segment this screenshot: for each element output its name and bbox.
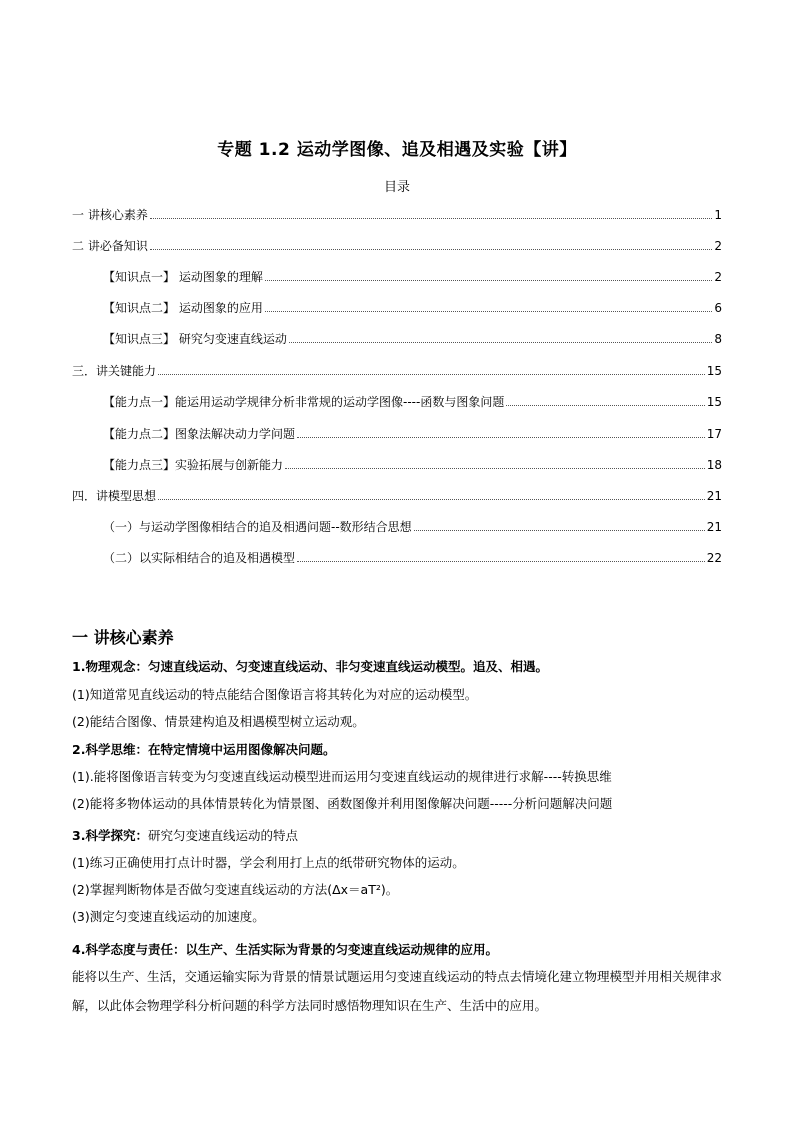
toc-leader [289, 342, 713, 343]
toc-entry[interactable] [72, 237, 722, 255]
section-title: 一 讲核心素养 [72, 628, 174, 647]
paragraph-line: (3)测定匀变速直线运动的加速度。 [72, 909, 265, 924]
toc-entry[interactable] [103, 268, 722, 286]
toc-entry-label: 【知识点三】 研究匀变速直线运动 [103, 332, 287, 346]
paragraph-line: (2)能将多物体运动的具体情景转化为情景图、函数图像并利用图像解决问题-----分析问题解决问题 [72, 796, 613, 811]
toc-leader [297, 437, 705, 438]
paragraph-heading-text: 4.科学态度与责任：以生产、生活实际为背景的匀变速直线运动规律的应用。 [72, 942, 498, 957]
toc-leader [297, 561, 705, 562]
toc-entry-page: 15 [706, 364, 722, 378]
toc-entry-page: 1 [714, 208, 722, 222]
paragraph-line: (1)知道常见直线运动的特点能结合图像语言将其转化为对应的运动模型。 [72, 687, 478, 702]
paragraph-line: (2)能结合图像、情景建构追及相遇模型树立运动观。 [72, 714, 365, 729]
toc-entry-page: 21 [706, 489, 722, 503]
paragraph-line: (1).能将图像语言转变为匀变速直线运动模型进而运用匀变速直线运动的规律进行求解----转换思维 [72, 769, 612, 784]
toc-entry[interactable] [72, 206, 722, 224]
toc-entry-label: （一）与运动学图像相结合的追及相遇问题--数形结合思想 [103, 520, 412, 534]
toc-entry[interactable] [103, 549, 722, 567]
toc-leader [506, 405, 704, 406]
toc-leader [150, 249, 713, 250]
toc-leader [265, 311, 713, 312]
paragraph-heading-rest: 研究匀变速直线运动的特点 [147, 828, 298, 843]
toc-entry[interactable] [103, 299, 722, 317]
toc-entry-label: 三．讲关键能力 [72, 364, 157, 378]
paragraph-heading [72, 657, 726, 675]
toc-entry[interactable] [103, 330, 722, 348]
toc-entry-page: 18 [706, 458, 722, 472]
toc-entry-label: 【能力点一】能运用运动学规律分析非常规的运动学图像----函数与图象问题 [103, 395, 505, 409]
toc-leader [414, 530, 705, 531]
toc-entry-page: 2 [714, 239, 722, 253]
toc-leader [150, 218, 713, 219]
toc-entry-page: 17 [706, 427, 722, 441]
paragraph-heading [72, 740, 726, 758]
toc-entry-page: 6 [714, 301, 722, 315]
paragraph-heading [72, 826, 726, 844]
toc-entry-label: 四．讲模型思想 [72, 489, 157, 503]
paragraph-heading [72, 940, 726, 958]
toc-entry-label: 二 讲必备知识 [72, 239, 148, 253]
toc-entry-page: 2 [714, 270, 722, 284]
paragraph-heading-text: 2.科学思维：在特定情境中运用图像解决问题。 [72, 742, 336, 757]
toc-entry[interactable] [103, 518, 722, 536]
paragraph-heading-text: 1.物理观念：匀速直线运动、匀变速直线运动、非匀变速直线运动模型。追及、相遇。 [72, 659, 548, 674]
toc-entry-label: 【知识点一】 运动图象的理解 [103, 270, 263, 284]
toc-entry-page: 15 [706, 395, 722, 409]
paragraph-heading-bold: 3.科学探究： [72, 828, 148, 843]
paragraph-line: (2)掌握判断物体是否做匀变速直线运动的方法(Δx＝aT²)。 [72, 882, 399, 897]
toc-entry-page: 21 [706, 520, 722, 534]
toc-entry[interactable] [72, 362, 722, 380]
toc-leader [158, 499, 705, 500]
toc-entry-page: 8 [714, 332, 722, 346]
toc-heading: 目录 [383, 180, 410, 195]
toc-leader [285, 468, 705, 469]
toc-entry-label: （二）以实际相结合的追及相遇模型 [103, 551, 296, 565]
toc-leader [265, 280, 713, 281]
toc-entry-label: 【能力点二】图象法解决动力学问题 [103, 427, 296, 441]
paragraph-line: (1)练习正确使用打点计时器，学会利用打上点的纸带研究物体的运动。 [72, 855, 465, 870]
toc-leader [158, 374, 705, 375]
toc-entry-page: 22 [706, 551, 722, 565]
toc-entry[interactable] [103, 456, 722, 474]
document-title: 专题 1.2 运动学图像、追及相遇及实验【讲】 [217, 140, 577, 160]
toc-entry[interactable] [72, 487, 722, 505]
toc-entry-label: 【知识点二】 运动图象的应用 [103, 301, 263, 315]
paragraph-body: 能将以生产、生活，交通运输实际为背景的情景试题运用匀变速直线运动的特点去情境化建立物理模型并用相关规律求解，以此体会物理学科分析问题的科学方法同时感悟物理知识在生产、生活中的应用。 [72, 969, 723, 1013]
toc-entry[interactable] [103, 393, 722, 411]
toc-entry-label: 【能力点三】实验拓展与创新能力 [103, 458, 284, 472]
toc-entry[interactable] [103, 425, 722, 443]
toc-entry-label: 一 讲核心素养 [72, 208, 148, 222]
